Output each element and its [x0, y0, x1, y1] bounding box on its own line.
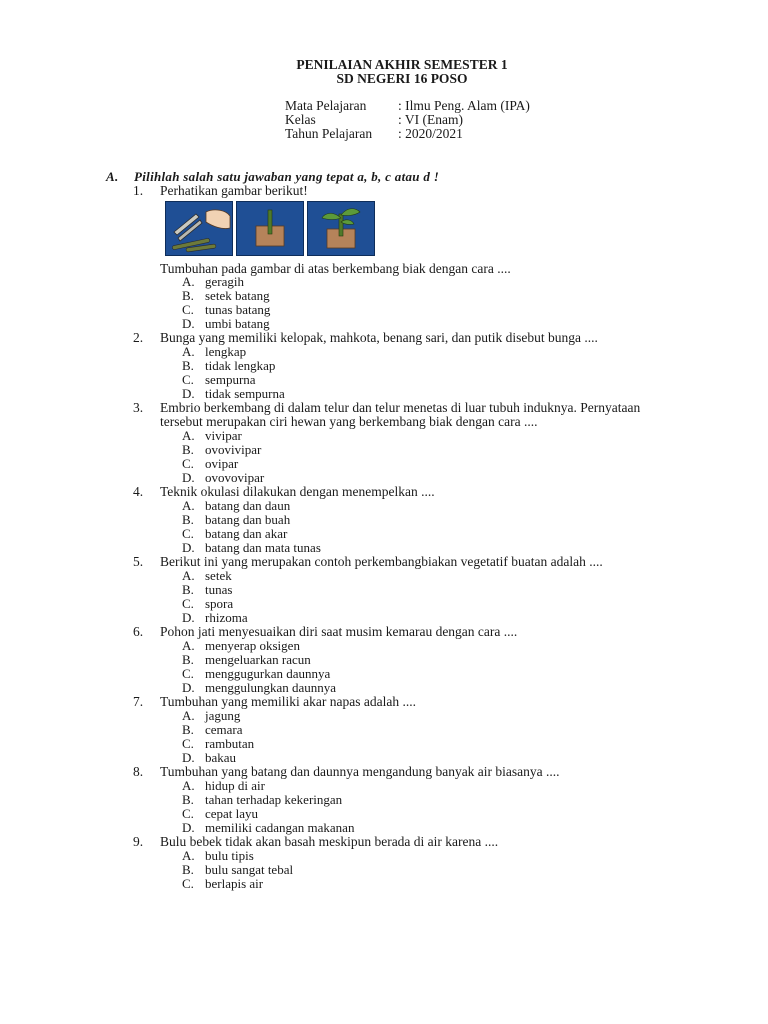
option-text: rhizoma — [205, 610, 248, 625]
option-text: menggulungkan daunnya — [205, 680, 337, 695]
option — [182, 639, 300, 653]
planted-cutting-picture — [236, 201, 304, 256]
question-text: Tumbuhan pada gambar di atas berkembang biak dengan cara .... — [160, 261, 511, 276]
option-letter: D. — [182, 470, 195, 485]
option-letter: A. — [182, 848, 195, 863]
option — [182, 793, 342, 807]
option-text: setek — [205, 568, 232, 583]
option-letter: D. — [182, 316, 195, 331]
option — [182, 275, 244, 289]
question-text: Pohon jati menyesuaikan diri saat musim kemarau dengan cara .... — [160, 624, 518, 639]
exam-title: PENILAIAN AKHIR SEMESTER 1 — [296, 57, 508, 72]
option — [182, 303, 270, 317]
option-letter: B. — [182, 652, 194, 667]
option — [182, 779, 265, 793]
option-letter: A. — [182, 568, 195, 583]
option — [182, 863, 293, 877]
section-letter: A. — [106, 169, 119, 184]
option-letter: C. — [182, 526, 194, 541]
question-number: 5. — [133, 554, 144, 569]
option-letter: B. — [182, 722, 194, 737]
option-text: tunas batang — [205, 302, 271, 317]
option-letter: C. — [182, 666, 194, 681]
option-text: tidak lengkap — [205, 358, 276, 373]
option-letter: D. — [182, 540, 195, 555]
option — [182, 877, 263, 891]
option-text: sempurna — [205, 372, 256, 387]
option-text: bulu sangat tebal — [205, 862, 294, 877]
option — [182, 373, 256, 387]
option — [182, 849, 254, 863]
option-letter: A. — [182, 274, 195, 289]
option-letter: A. — [182, 428, 195, 443]
option — [182, 457, 238, 471]
option — [182, 443, 261, 457]
info-row-year — [285, 127, 530, 141]
option-text: menggugurkan daunnya — [205, 666, 331, 681]
question-text: Tumbuhan yang batang dan daunnya mengandung banyak air biasanya .... — [160, 764, 560, 779]
option — [182, 737, 254, 751]
option-text: umbi batang — [205, 316, 270, 331]
exam-info — [285, 99, 530, 141]
option — [182, 541, 321, 555]
option — [182, 317, 270, 331]
option-letter: D. — [182, 610, 195, 625]
option-text: vivipar — [205, 428, 242, 443]
option-letter: C. — [182, 736, 194, 751]
info-row-class — [285, 113, 530, 127]
option-text: tunas — [205, 582, 233, 597]
option-letter: C. — [182, 806, 194, 821]
option-text: hidup di air — [205, 778, 265, 793]
option-text: batang dan akar — [205, 526, 288, 541]
option-text: memiliki cadangan makanan — [205, 820, 355, 835]
option — [182, 709, 240, 723]
option — [182, 387, 285, 401]
option-text: rambutan — [205, 736, 255, 751]
propagation-pictures — [165, 201, 375, 256]
option-letter: A. — [182, 778, 195, 793]
option — [182, 569, 232, 583]
question-text: Bulu bebek tidak akan basah meskipun berada di air karena .... — [160, 834, 499, 849]
option-text: batang dan mata tunas — [205, 540, 321, 555]
option — [182, 653, 311, 667]
option-letter: B. — [182, 512, 194, 527]
stem-in-soil-icon — [237, 202, 303, 255]
option — [182, 723, 243, 737]
question-text: Teknik okulasi dilakukan dengan menempelkan .... — [160, 484, 435, 499]
option-letter: C. — [182, 302, 194, 317]
info-row-subject — [285, 99, 530, 113]
option-letter: D. — [182, 750, 195, 765]
option — [182, 359, 275, 373]
option — [182, 821, 354, 835]
cutting-stem-picture — [165, 201, 233, 256]
option-text: ovovovipar — [205, 470, 265, 485]
question-number: 9. — [133, 834, 144, 849]
option-text: bakau — [205, 750, 237, 765]
option — [182, 597, 233, 611]
question-text: tersebut merupakan ciri hewan yang berkembang biak dengan cara .... — [160, 414, 538, 429]
section-instruction — [106, 170, 439, 184]
question-text: Berikut ini yang merupakan contoh perkembangbiakan vegetatif buatan adalah .... — [160, 554, 603, 569]
option-letter: A. — [182, 708, 195, 723]
option-letter: C. — [182, 372, 194, 387]
option — [182, 583, 232, 597]
option-letter: B. — [182, 442, 194, 457]
option-text: berlapis air — [205, 876, 264, 891]
section-text: Pilihlah salah satu jawaban yang tepat a, b, c atau d ! — [134, 169, 440, 184]
option-text: batang dan daun — [205, 498, 291, 513]
option-letter: B. — [182, 288, 194, 303]
question-text: Tumbuhan yang memiliki akar napas adalah .... — [160, 694, 416, 709]
option — [182, 499, 290, 513]
option-text: geragih — [205, 274, 244, 289]
option-text: ovovivipar — [205, 442, 262, 457]
option — [182, 513, 290, 527]
option-letter: B. — [182, 792, 194, 807]
question-number: 6. — [133, 624, 144, 639]
option — [182, 751, 236, 765]
option-letter: C. — [182, 876, 194, 891]
option-text: tahan terhadap kekeringan — [205, 792, 343, 807]
sprouting-plant-icon — [308, 202, 374, 255]
option-text: menyerap oksigen — [205, 638, 300, 653]
info-value: : 2020/2021 — [398, 126, 463, 141]
option — [182, 345, 246, 359]
option-letter: C. — [182, 596, 194, 611]
question-number: 1. — [133, 183, 144, 198]
option-text: jagung — [205, 708, 241, 723]
option-letter: A. — [182, 498, 195, 513]
option — [182, 681, 336, 695]
option — [182, 527, 287, 541]
question-number: 3. — [133, 400, 144, 415]
question-number: 2. — [133, 330, 144, 345]
option-text: ovipar — [205, 456, 239, 471]
option-letter: D. — [182, 820, 195, 835]
question-number: 7. — [133, 694, 144, 709]
option — [182, 667, 330, 681]
option — [182, 289, 270, 303]
scissors-stem-icon — [166, 202, 232, 255]
option-text: bulu tipis — [205, 848, 254, 863]
option-letter: C. — [182, 456, 194, 471]
question-text: Embrio berkembang di dalam telur dan telur menetas di luar tubuh induknya. Pernyataan — [160, 400, 641, 415]
question-number: 4. — [133, 484, 144, 499]
school-name: SD NEGERI 16 POSO — [336, 71, 468, 86]
option-text: cemara — [205, 722, 243, 737]
option-letter: A. — [182, 638, 195, 653]
option — [182, 807, 258, 821]
info-label: Mata Pelajaran — [285, 98, 367, 113]
option-letter: A. — [182, 344, 195, 359]
option-text: lengkap — [205, 344, 247, 359]
option-text: spora — [205, 596, 234, 611]
option-text: mengeluarkan racun — [205, 652, 311, 667]
option-text: batang dan buah — [205, 512, 291, 527]
question-text: Bunga yang memiliki kelopak, mahkota, benang sari, dan putik disebut bunga .... — [160, 330, 598, 345]
option-letter: D. — [182, 680, 195, 695]
growing-shoot-picture — [307, 201, 375, 256]
option-letter: D. — [182, 386, 195, 401]
info-value: : Ilmu Peng. Alam (IPA) — [398, 98, 530, 113]
option-letter: B. — [182, 358, 194, 373]
option-letter: B. — [182, 862, 194, 877]
option-text: tidak sempurna — [205, 386, 285, 401]
question-number: 8. — [133, 764, 144, 779]
option-text: cepat layu — [205, 806, 259, 821]
option-text: setek batang — [205, 288, 270, 303]
option — [182, 471, 264, 485]
option — [182, 429, 242, 443]
info-value: : VI (Enam) — [398, 112, 463, 127]
info-label: Kelas — [285, 112, 316, 127]
option-letter: B. — [182, 582, 194, 597]
info-label: Tahun Pelajaran — [285, 126, 373, 141]
option — [182, 611, 248, 625]
question-text: Perhatikan gambar berikut! — [160, 183, 308, 198]
